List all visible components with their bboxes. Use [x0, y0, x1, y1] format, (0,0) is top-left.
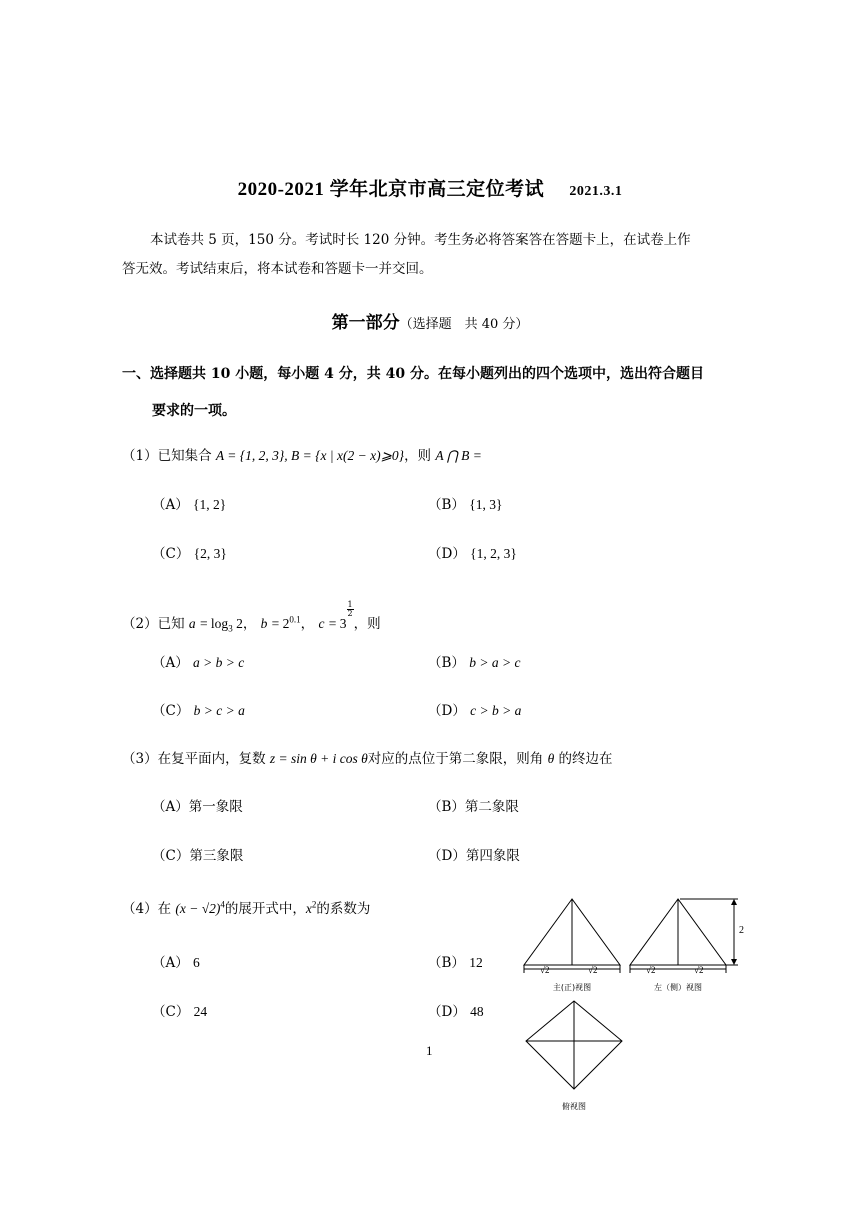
option-a[interactable]: （A） {1, 2}	[152, 497, 227, 513]
height-dimension-label: 2	[739, 925, 744, 936]
option-a[interactable]: （A） a > b > c	[152, 655, 245, 671]
section-heading-line-1: 一、选择题共 10 小题，每小题 4 分，共 40 分。在每小题列出的四个选项中，选出符合题目	[122, 366, 704, 382]
question-math: z = sin θ + i cos θ	[269, 751, 368, 766]
part-title: 第一部分	[331, 313, 400, 333]
question-1	[122, 444, 482, 464]
question-text: ，则	[353, 616, 381, 632]
exam-header	[0, 174, 860, 201]
side-right-dimension-label: √2	[694, 965, 704, 975]
option-b[interactable]: （B） b > a > c	[428, 655, 521, 671]
exam-date: 2021.3.1	[569, 184, 623, 199]
option-a[interactable]: （A）第一象限	[152, 799, 243, 815]
question-2: （2）已知 $a = \log_3 2$， $b = 2^{0.1}$， c = 3 $\frac{1}{2}$ ，则	[122, 600, 381, 634]
question-text: 的系数为	[316, 901, 371, 917]
exam-title: 2020-2021 学年北京市高三定位考试	[237, 179, 545, 200]
question-math: A = {1, 2, 3}, B = {x | x(2 − x)⩾0}	[215, 448, 405, 463]
question-math: A ⋂ B =	[435, 448, 482, 463]
side-view	[630, 899, 738, 973]
option-d[interactable]: （D） c > b > a	[428, 703, 522, 719]
question-math: (x − √2)	[175, 901, 221, 916]
option-c[interactable]: （C） 24	[152, 1004, 208, 1020]
option-b[interactable]: （B） 12	[428, 955, 483, 971]
exam-instructions	[122, 226, 742, 284]
question-4: （4）在 $(x - √2)^4$的展开式中，$x^2$的系数为	[122, 899, 371, 917]
option-c[interactable]: （C） b > c > a	[152, 703, 245, 719]
top-view	[526, 1001, 622, 1089]
question-number: （3）	[122, 751, 158, 767]
front-view-label: 主(正)视图	[552, 983, 592, 992]
three-view-diagram	[516, 893, 756, 1115]
option-b[interactable]: （B）第二象限	[428, 799, 519, 815]
option-b[interactable]: （B） {1, 3}	[428, 497, 503, 513]
front-left-dimension-label: √2	[540, 965, 550, 975]
question-text: 在	[157, 901, 172, 917]
question-text: 已知集合	[157, 448, 212, 464]
top-view-label: 俯视图	[562, 1102, 586, 1111]
question-text: 的展开式中，	[224, 901, 306, 917]
option-d[interactable]: （D） 48	[428, 1004, 484, 1020]
question-number: （4）	[122, 901, 158, 917]
option-d[interactable]: （D） {1, 2, 3}	[428, 546, 517, 562]
part-subtitle: （选择题 共 40 分）	[399, 317, 529, 332]
side-left-dimension-label: √2	[646, 965, 656, 975]
section-heading-line-2: 要求的一项。	[152, 403, 236, 419]
instructions-line-1: 本试卷共 5 页，150 分。考试时长 120 分钟。考生务必将答案答在答题卡上，在试卷上作	[150, 232, 691, 248]
page-number: 1	[426, 1043, 433, 1058]
option-c[interactable]: （C）第三象限	[152, 848, 244, 864]
question-number: （2）	[122, 616, 158, 632]
question-number: （1）	[122, 448, 158, 464]
part-heading	[0, 308, 860, 333]
side-view-label: 左（侧）视图	[654, 983, 702, 992]
question-text: 已知	[157, 616, 185, 632]
front-view	[524, 899, 620, 973]
option-c[interactable]: （C） {2, 3}	[152, 546, 227, 562]
question-3: （3）在复平面内，复数 z = sin θ + i cos θ对应的点位于第二象限，则角 θ 的终边在	[122, 751, 613, 767]
question-text: 对应的点位于第二象限，则角	[367, 751, 544, 767]
option-a[interactable]: （A） 6	[152, 955, 200, 971]
front-right-dimension-label: √2	[588, 965, 598, 975]
option-d[interactable]: （D）第四象限	[428, 848, 520, 864]
question-text: 在复平面内，复数	[157, 751, 266, 767]
instructions-line-2: 答无效。考试结束后，将本试卷和答题卡一并交回。	[122, 261, 433, 277]
fraction-exponent: $\frac{1}{2}$	[347, 600, 353, 618]
question-text: ，则	[404, 448, 432, 464]
question-text: 的终边在	[558, 751, 613, 767]
